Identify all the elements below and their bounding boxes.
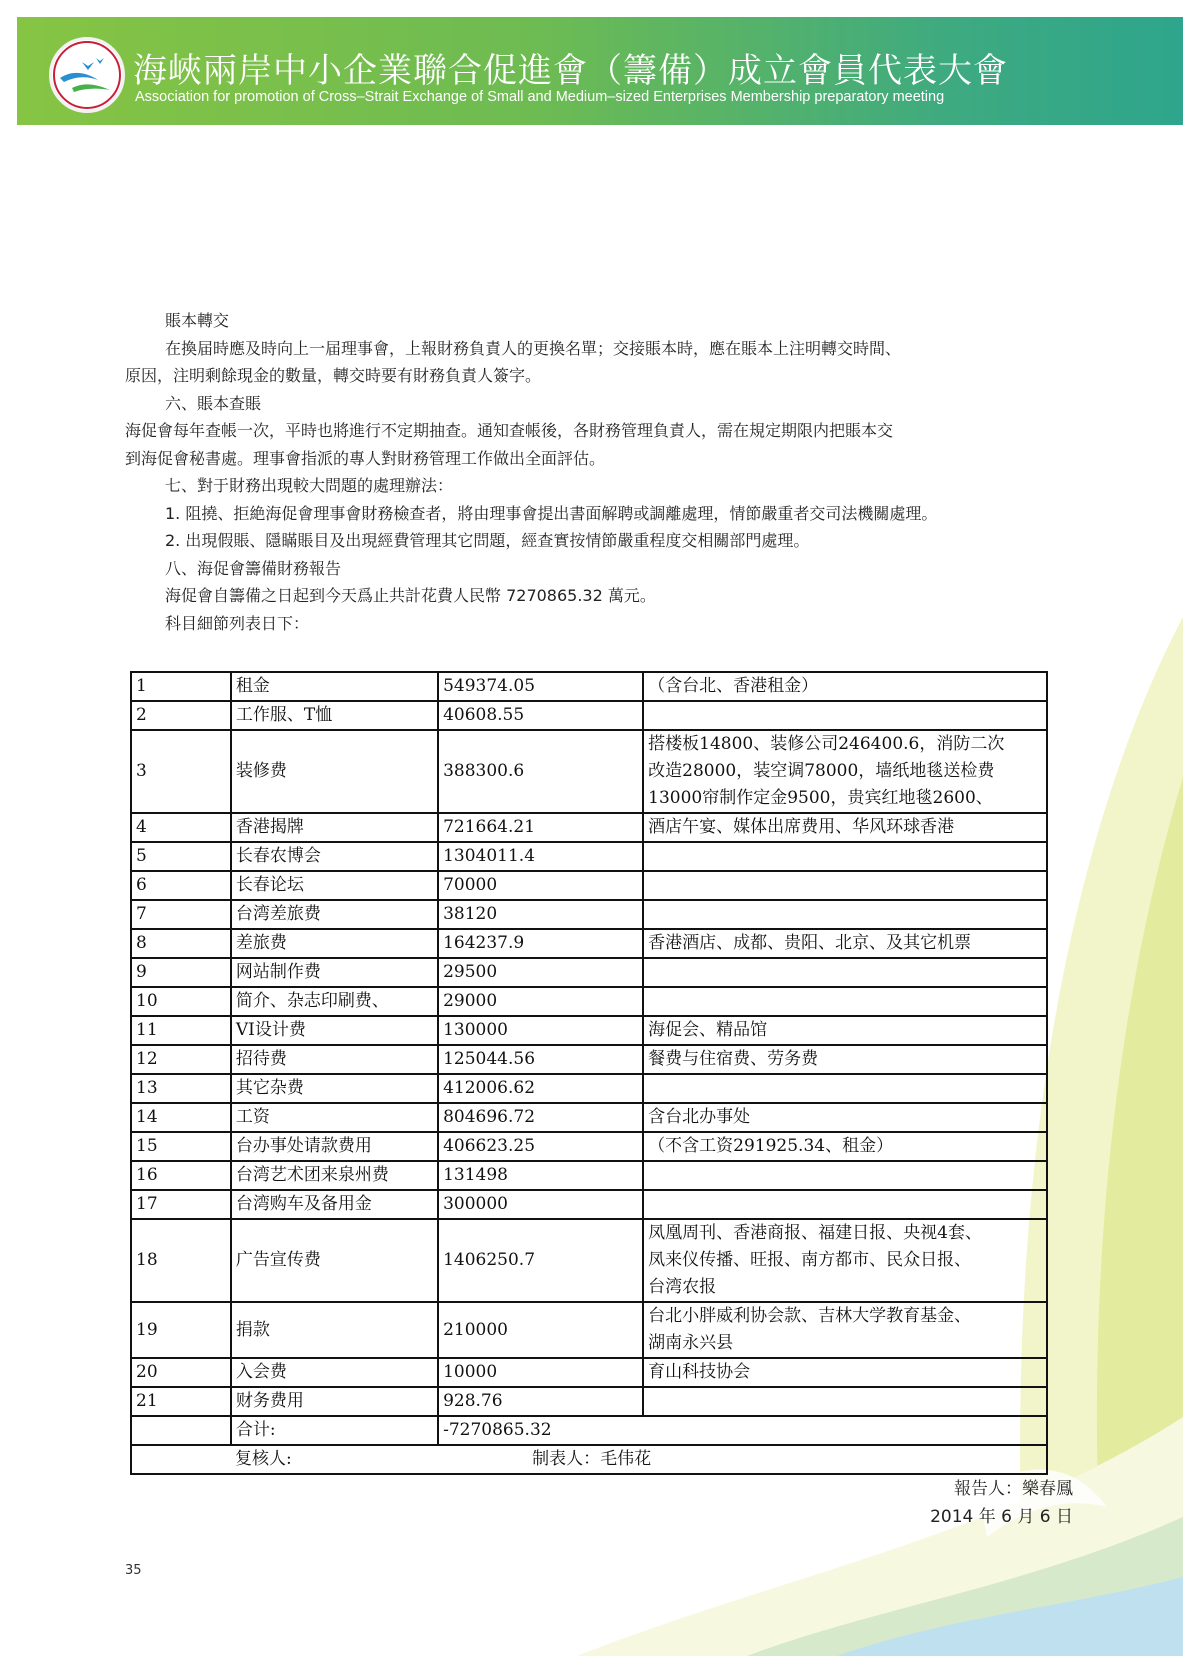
expense-item: 长春农博会 (231, 842, 438, 871)
paragraph-line: 原因，注明剩餘現金的數量，轉交時要有財務負責人簽字。 (125, 366, 542, 385)
section-heading: 七、對于財務出現較大問題的處理辦法： (165, 476, 454, 495)
expense-item: 长春论坛 (231, 871, 438, 900)
expense-note (643, 842, 1047, 871)
row-number: 1 (131, 672, 231, 701)
row-number: 3 (131, 730, 231, 813)
row-number: 18 (131, 1219, 231, 1302)
expense-amount: 70000 (438, 871, 643, 900)
expense-amount: 1406250.7 (438, 1219, 643, 1302)
expense-note (643, 1302, 1047, 1358)
table-row (131, 1045, 1047, 1074)
row-number: 9 (131, 958, 231, 987)
page-number: 35 (125, 1563, 142, 1578)
table-row (131, 1161, 1047, 1190)
expense-item: 网站制作费 (231, 958, 438, 987)
expense-item: 香港揭牌 (231, 813, 438, 842)
row-number: 16 (131, 1161, 231, 1190)
row-number: 11 (131, 1016, 231, 1045)
row-number: 15 (131, 1132, 231, 1161)
table-row (131, 987, 1047, 1016)
expense-item: 工资 (231, 1103, 438, 1132)
expense-item: 台湾艺术团来泉州费 (231, 1161, 438, 1190)
expense-item: 捐款 (231, 1302, 438, 1358)
expense-amount: 388300.6 (438, 730, 643, 813)
row-number: 20 (131, 1358, 231, 1387)
row-number: 12 (131, 1045, 231, 1074)
expense-item: VI设计费 (231, 1016, 438, 1045)
expense-note: 含台北办事处 (643, 1103, 1047, 1132)
note-line: 搭楼板14800、装修公司246400.6，消防二次 (648, 734, 1005, 754)
expense-amount: 40608.55 (438, 701, 643, 730)
note-line: 湖南永兴县 (648, 1333, 734, 1353)
expense-note (643, 1074, 1047, 1103)
expense-item: 差旅费 (231, 929, 438, 958)
table-row (131, 871, 1047, 900)
expense-amount: 406623.25 (438, 1132, 643, 1161)
expense-item: 台湾购车及备用金 (231, 1190, 438, 1219)
note-line: 改造28000，装空调78000，墙纸地毯送检费 (648, 761, 995, 781)
row-number: 14 (131, 1103, 231, 1132)
paragraph-line: 海促會自籌備之日起到今天爲止共計花費人民幣 7270865.32 萬元。 (165, 586, 656, 605)
expense-note (643, 1387, 1047, 1416)
expense-note: 香港酒店、成都、贵阳、北京、及其它机票 (643, 929, 1047, 958)
expense-item: 财务费用 (231, 1387, 438, 1416)
expense-amount: 130000 (438, 1016, 643, 1045)
expense-item: 其它杂费 (231, 1074, 438, 1103)
document-page (17, 17, 1183, 1656)
table-row (131, 900, 1047, 929)
expense-item: 广告宣传费 (231, 1219, 438, 1302)
table-row (131, 958, 1047, 987)
total-label: 合计: (231, 1416, 438, 1445)
expense-item: 工作服、T恤 (231, 701, 438, 730)
report-date: 2014 年 6 月 6 日 (930, 1507, 1073, 1527)
expense-note (643, 701, 1047, 730)
expense-amount: 38120 (438, 900, 643, 929)
expense-table (130, 671, 1048, 1475)
row-number: 7 (131, 900, 231, 929)
expense-amount: 29500 (438, 958, 643, 987)
table-row (131, 1016, 1047, 1045)
expense-item: 台湾差旅费 (231, 900, 438, 929)
expense-item: 简介、杂志印刷费、 (231, 987, 438, 1016)
expense-note (643, 871, 1047, 900)
note-line: 凤来仪传播、旺报、南方都市、民众日报、 (648, 1250, 972, 1270)
header-banner (17, 17, 1183, 125)
table-row (131, 1103, 1047, 1132)
row-number: 6 (131, 871, 231, 900)
row-number: 10 (131, 987, 231, 1016)
note-line: 13000帘制作定金9500，贵宾红地毯2600、 (648, 788, 993, 808)
expense-note (643, 1190, 1047, 1219)
row-number: 8 (131, 929, 231, 958)
expense-item: 装修费 (231, 730, 438, 813)
table-row (131, 1219, 1047, 1302)
expense-amount: 928.76 (438, 1387, 643, 1416)
section-heading: 六、賬本查賬 (165, 393, 262, 413)
note-line: 凤凰周刊、香港商报、福建日报、央视4套、 (648, 1223, 982, 1243)
expense-note (643, 1161, 1047, 1190)
body-text (125, 307, 1085, 637)
section-heading: 八、海促會籌備財務報告 (165, 558, 342, 578)
expense-item: 入会费 (231, 1358, 438, 1387)
table-row (131, 730, 1047, 813)
expense-note (643, 958, 1047, 987)
table-row (131, 813, 1047, 842)
total-value: -7270865.32 (438, 1416, 1047, 1445)
association-logo (49, 37, 125, 113)
expense-item: 招待费 (231, 1045, 438, 1074)
expense-note (643, 730, 1047, 813)
reviewer-label: 复核人: (235, 1449, 292, 1469)
expense-note: （不含工资291925.34、租金） (643, 1132, 1047, 1161)
expense-note (643, 987, 1047, 1016)
preparer-label: 制表人：毛伟花 (532, 1449, 652, 1469)
note-line: 台湾农报 (648, 1277, 717, 1297)
paragraph-line: 在換届時應及時向上一届理事會，上報財務負責人的更換名單；交接賬本時，應在賬本上注明轉交時間、 (165, 338, 902, 358)
row-number: 4 (131, 813, 231, 842)
row-number: 19 (131, 1302, 231, 1358)
table-row (131, 1132, 1047, 1161)
expense-note: 酒店午宴、媒体出席费用、华风环球香港 (643, 813, 1047, 842)
signoff-row (131, 1445, 1047, 1474)
paragraph-line: 1. 阻撓、拒絶海促會理事會財務檢查者，將由理事會提出書面解聘或調離處理，情節嚴重者交司法機關處理。 (165, 503, 938, 523)
signature-block (930, 1475, 1073, 1531)
row-number: 5 (131, 842, 231, 871)
banner-title: 海峽兩岸中小企業聯合促進會（籌備）成立會員代表大會 (133, 51, 1008, 91)
table-row (131, 1387, 1047, 1416)
paragraph-line: 2. 出現假賬、隱瞞賬目及出現經費管理其它問題，經查實按情節嚴重程度交相關部門處理。 (165, 531, 810, 550)
table-row (131, 1074, 1047, 1103)
expense-amount: 804696.72 (438, 1103, 643, 1132)
table-row (131, 701, 1047, 730)
table-row (131, 1358, 1047, 1387)
paragraph-line: 賬本轉交 (165, 311, 230, 330)
row-number: 13 (131, 1074, 231, 1103)
expense-note (643, 900, 1047, 929)
banner-subtitle: Association for promotion of Cross–Strait Exchange of Small and Medium–sized Enterprises Membership preparatory meeting (135, 89, 945, 105)
expense-amount: 210000 (438, 1302, 643, 1358)
reporter-name: 報告人：樂春鳳 (954, 1479, 1073, 1499)
expense-amount: 10000 (438, 1358, 643, 1387)
expense-amount: 164237.9 (438, 929, 643, 958)
expense-amount: 721664.21 (438, 813, 643, 842)
expense-note: （含台北、香港租金） (643, 672, 1047, 701)
paragraph-line: 到海促會秘書處。理事會指派的專人對財務管理工作做出全面評估。 (125, 448, 606, 468)
total-row (131, 1416, 1047, 1445)
expense-note: 海促会、精品馆 (643, 1016, 1047, 1045)
expense-amount: 1304011.4 (438, 842, 643, 871)
expense-amount: 131498 (438, 1161, 643, 1190)
table-row (131, 1190, 1047, 1219)
expense-amount: 549374.05 (438, 672, 643, 701)
paragraph-line: 科目細節列表日下： (165, 613, 310, 633)
row-number: 17 (131, 1190, 231, 1219)
expense-item: 租金 (231, 672, 438, 701)
expense-amount: 300000 (438, 1190, 643, 1219)
expense-note: 餐费与住宿费、劳务费 (643, 1045, 1047, 1074)
note-line: 台北小胖威利协会款、吉林大学教育基金、 (648, 1306, 972, 1326)
row-number: 2 (131, 701, 231, 730)
table-row (131, 842, 1047, 871)
expense-amount: 412006.62 (438, 1074, 643, 1103)
expense-table-body (131, 672, 1047, 1416)
paragraph-line: 海促會每年查帳一次，平時也將進行不定期抽查。通知查帳後，各財務管理負責人，需在規定期限内把賬本交 (125, 421, 894, 440)
table-row (131, 929, 1047, 958)
expense-amount: 125044.56 (438, 1045, 643, 1074)
table-row (131, 1302, 1047, 1358)
expense-note: 育山科技协会 (643, 1358, 1047, 1387)
row-number: 21 (131, 1387, 231, 1416)
table-row (131, 672, 1047, 701)
expense-note (643, 1219, 1047, 1302)
expense-item: 台办事处请款费用 (231, 1132, 438, 1161)
expense-amount: 29000 (438, 987, 643, 1016)
